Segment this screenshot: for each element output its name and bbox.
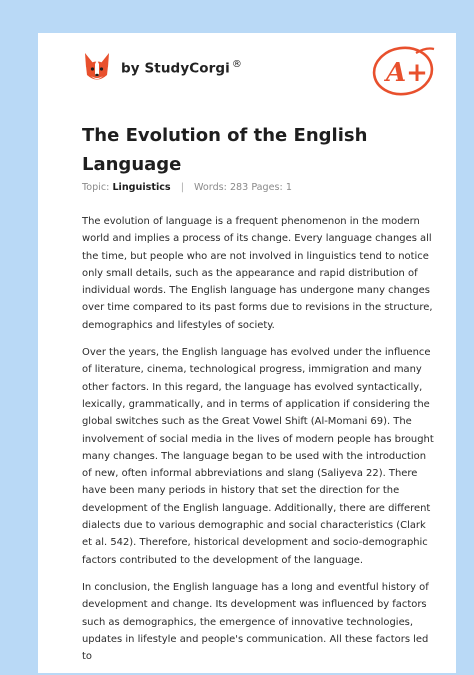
grade-text: A+ xyxy=(386,58,428,88)
words-count: 283 xyxy=(229,182,249,193)
essay-meta xyxy=(82,182,292,193)
essay-body xyxy=(82,213,438,675)
paragraph: In conclusion, the English language has a long and eventful history of development and change. Its development was influenced by factors such as demographics, the emergence of innovative technologies, updates in lifestyle and people's communication. All these factors led to xyxy=(82,581,429,663)
paragraph: The evolution of language is a frequent phenomenon in the modern world and implies a process of its change. Every language changes all the time, but people who are not involved in linguistics tend to notice only small details, such as the appearance and rapid distribution of individual words. The English language has undergone many changes over time compared to its past forms due to revisions in the structure, demographics and lifestyles of society. xyxy=(82,216,433,331)
pages-count: 1 xyxy=(285,182,292,193)
topic-link[interactable]: Linguistics xyxy=(112,182,171,193)
meta-separator: | xyxy=(180,182,184,193)
document-page xyxy=(38,33,456,673)
paragraph: Over the years, the English language has evolved under the influence of literature, cinema, technological progress, immigration and many other factors. In this regard, the language has evolved syntactically, lexically, grammatically, and in terms of application if considering the global switches such as the Great Vowel Shift (Al-Momani 69). The involvement of social media in the lives of modern people has brought many changes. The language began to be used with the introduction of new, often informal abbreviations and slang (Saliyeva 22). There have been many periods in history that set the direction for the development of the English language. Additionally, there are different dialects due to various demographic and social characteristics (Clark et al. 542). Therefore, historical development and socio-demographic factors contributed to the development of the language. xyxy=(82,347,434,566)
brand-name: by StudyCorgi ® xyxy=(121,59,242,77)
a-plus-grade-icon xyxy=(370,43,440,97)
brand-header[interactable] xyxy=(82,51,242,85)
essay-title: The Evolution of the English Language xyxy=(82,125,368,175)
pages-label: Pages: xyxy=(251,182,283,193)
corgi-logo-icon xyxy=(82,51,112,85)
words-label: Words: xyxy=(194,182,227,193)
registered-mark: ® xyxy=(231,59,242,71)
topic-label: Topic: xyxy=(82,182,110,193)
